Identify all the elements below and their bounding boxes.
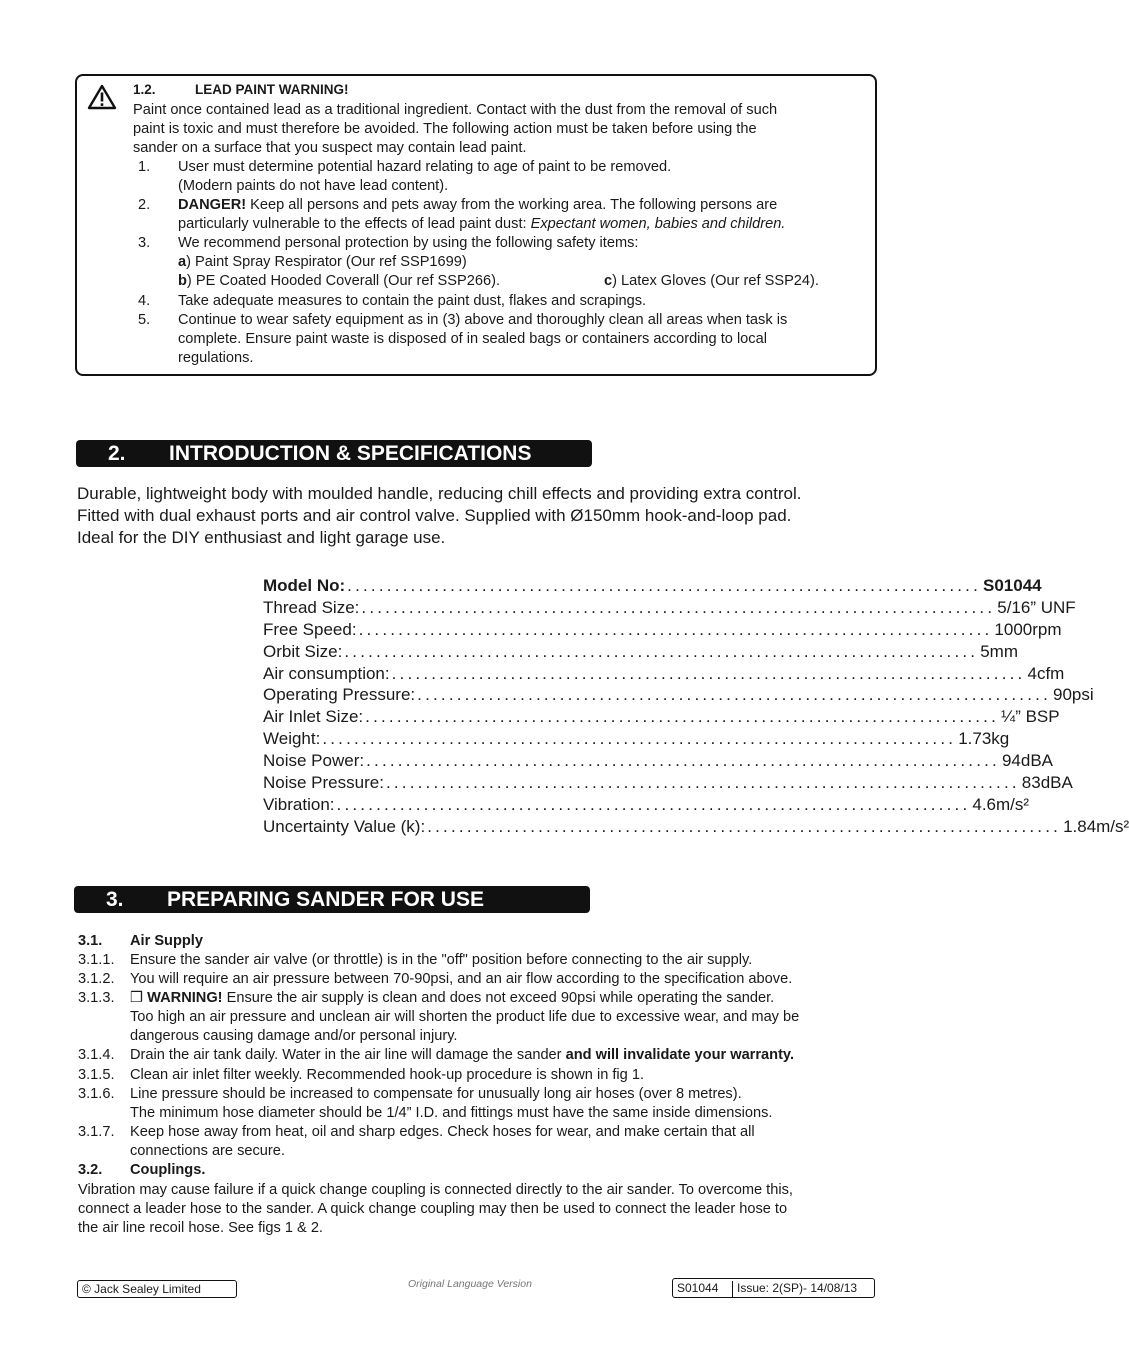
safety-item-c [604,272,819,291]
spec-row [263,575,1042,597]
warranty-warning: and will invalidate your warranty. [565,1047,795,1063]
spec-label: Free Speed: [263,619,357,639]
warning-intro-line: sander on a surface that you suspect may contain lead paint. [133,140,527,156]
warning-item-text: User must determine potential hazard relating to age of paint to be removed. [178,159,672,175]
warning-item-text: (Modern paints do not have lead content). [178,178,449,194]
paragraph-number: 3.1.6. [78,1086,115,1102]
footer-language-note: Original Language Version [408,1278,532,1290]
spec-leader-dots: ................................................................................ [417,685,1051,705]
paragraph-text-span: Ensure the air supply is clean and does not exceed 90psi while operating the sander. [222,990,775,1006]
spec-value: 94dBA [1001,751,1054,771]
safety-item-b [178,272,500,291]
warning-item-text: Take adequate measures to contain the paint dust, flakes and scrapings. [178,293,647,309]
spec-value: 4cfm [1027,663,1065,683]
footer-issue: Issue: 2(SP)- 14/08/13 [737,1281,858,1295]
spec-row [263,728,1010,750]
warning-item-text [178,215,785,234]
warning-item-text: Continue to wear safety equipment as in (3) above and thoroughly clean all areas when task is [178,312,788,328]
warning-intro-line: paint is toxic and must therefore be avoided. The following action must be taken before using the [133,121,757,137]
safety-item-letter: c [604,273,613,289]
spec-leader-dots: ................................................................................ [366,751,1000,771]
spec-row [263,794,1030,816]
warning-item-text-span: Keep all persons and pets away from the working area. The following persons are [246,197,778,213]
section-number: 3. [106,888,124,911]
spec-row [263,597,1076,619]
vulnerable-persons-text: Expectant women, babies and children. [530,216,786,232]
intro-paragraph-line: Durable, lightweight body with moulded handle, reducing chill effects and providing extra control. [77,484,802,503]
spec-value: S01044 [983,576,1042,595]
paragraph-text: Ensure the sander air valve (or throttle) is in the "off" position before connecting to the air supply. [130,952,753,968]
paragraph-number: 3.1.3. [78,990,115,1006]
safety-item-letter: b [178,273,187,289]
warning-item-number: 4. [138,293,151,309]
section-title: INTRODUCTION & SPECIFICATIONS [169,442,532,465]
paragraph-text: You will require an air pressure between 70-90psi, and an air flow according to the specification above. [130,971,793,987]
paragraph-text: The minimum hose diameter should be 1/4” I.D. and fittings must have the same inside dimensions. [130,1105,773,1121]
paragraph-number: 3.1.7. [78,1124,115,1140]
warning-item-text: complete. Ensure paint waste is disposed of in sealed bags or containers according to local [178,331,767,347]
paragraph-number: 3.1.4. [78,1047,115,1063]
spec-leader-dots: ................................................................................ [361,597,996,617]
section-2-header [76,440,592,467]
warning-intro-line: Paint once contained lead as a traditional ingredient. Contact with the dust from the removal of such [133,102,778,118]
spec-row [263,684,1094,706]
paragraph-text: Keep hose away from heat, oil and sharp edges. Check hoses for wear, and make certain that all [130,1124,755,1140]
warning-item-text: regulations. [178,350,254,366]
footer-model-number: S01044 [677,1281,719,1295]
paragraph-text: Too high an air pressure and unclean air will shorten the product life due to excessive wear, and may be [130,1009,800,1025]
footer-divider [732,1281,733,1297]
paragraph-text: dangerous causing damage and/or personal injury. [130,1028,458,1044]
spec-row [263,816,1129,838]
couplings-paragraph-line: the air line recoil hose. See figs 1 & 2. [78,1220,323,1236]
couplings-paragraph-line: connect a leader hose to the sander. A quick change coupling may then be used to connect the leader hose to [78,1201,788,1217]
subsection-number: 3.2. [78,1162,103,1178]
spec-value: 5mm [980,641,1018,661]
warning-item-number: 3. [138,235,151,251]
paragraph-text: Clean air inlet filter weekly. Recommended hook-up procedure is shown in fig 1. [130,1067,645,1083]
spec-leader-dots: ................................................................................ [358,619,993,639]
spec-value: 83dBA [1021,773,1073,793]
safety-item-text: ) Paint Spray Respirator (Our ref SSP1699) [186,254,467,270]
safety-item-text: ) Latex Gloves (Our ref SSP24). [612,273,819,289]
safety-item-text: ) PE Coated Hooded Coverall (Our ref SSP266). [186,273,501,289]
footer-copyright: © Jack Sealey Limited [77,1280,237,1298]
spec-leader-dots: ................................................................................ [344,641,979,661]
paragraph-text [130,1046,794,1065]
section-number: 2. [108,442,126,465]
warning-item-number: 1. [138,159,151,175]
spec-leader-dots: ................................................................................ [365,707,1000,727]
spec-row [263,641,1018,663]
warning-item-text-span: particularly vulnerable to the effects of lead paint dust: [178,216,531,232]
spec-leader-dots: ................................................................................ [391,663,1026,683]
couplings-paragraph-line: Vibration may cause failure if a quick change coupling is connected directly to the air sander. To overcome this, [78,1182,793,1198]
paragraph-text [130,989,774,1008]
checkbox-icon: ❒ [130,990,144,1006]
subsection-title: Air Supply [130,933,203,949]
intro-paragraph-line: Fitted with dual exhaust ports and air control valve. Supplied with Ø150mm hook-and-loop pad. [77,506,792,525]
paragraph-text: connections are secure. [130,1143,285,1159]
spec-leader-dots: ................................................................................ [336,794,971,814]
subsection-title: Couplings. [130,1162,206,1178]
paragraph-number: 3.1.5. [78,1067,115,1083]
warning-triangle-icon [87,84,117,110]
spec-label: Model No: [263,576,346,595]
spec-value: 1.73kg [958,729,1010,749]
spec-value: 5/16” UNF [997,597,1076,617]
warning-item-text [178,196,777,215]
intro-paragraph-line: Ideal for the DIY enthusiast and light garage use. [77,528,446,547]
spec-label: Weight: [263,729,321,749]
spec-label: Thread Size: [263,597,360,617]
spec-label: Uncertainty Value (k): [263,816,426,836]
warning-item-number: 2. [138,197,151,213]
spec-leader-dots: ................................................................................ [385,773,1020,793]
section-3-header [74,886,590,913]
spec-value: 90psi [1053,685,1094,705]
danger-label: DANGER! [178,197,247,213]
section-title: PREPARING SANDER FOR USE [167,888,484,911]
spec-leader-dots: ................................................................................ [427,816,1062,836]
spec-row [263,619,1062,641]
spec-label: Noise Pressure: [263,773,384,793]
warning-item-number: 5. [138,312,151,328]
subsection-number: 3.1. [78,933,103,949]
spec-label: Orbit Size: [263,641,343,661]
spec-value: 1.84m/s² [1063,816,1129,836]
warning-item-text: We recommend personal protection by using the following safety items: [178,235,639,251]
spec-value: ¼” BSP [1001,707,1060,727]
spec-label: Vibration: [263,794,335,814]
warning-label: WARNING! [143,990,223,1006]
paragraph-text-span: Drain the air tank daily. Water in the air line will damage the sander [130,1047,566,1063]
spec-row [263,750,1054,772]
warning-section-number: 1.2. [133,82,156,97]
spec-leader-dots: ................................................................................ [322,729,957,749]
paragraph-number: 3.1.2. [78,971,115,987]
spec-value: 1000rpm [994,619,1062,639]
spec-row [263,706,1060,728]
spec-leader-dots: ................................................................................ [347,576,982,595]
paragraph-number: 3.1.1. [78,952,115,968]
safety-item-letter: a [178,254,187,270]
footer-issue-box [672,1278,875,1298]
warning-title: LEAD PAINT WARNING! [195,82,349,97]
spec-label: Air consumption: [263,663,390,683]
safety-item-a [178,253,467,272]
paragraph-text: Line pressure should be increased to compensate for unusually long air hoses (over 8 metres). [130,1086,742,1102]
spec-value: 4.6m/s² [972,794,1030,814]
spec-label: Operating Pressure: [263,685,416,705]
spec-row [263,772,1073,794]
specifications-list [263,575,1129,838]
spec-label: Noise Power: [263,751,365,771]
spec-label: Air Inlet Size: [263,707,364,727]
spec-row [263,663,1065,685]
